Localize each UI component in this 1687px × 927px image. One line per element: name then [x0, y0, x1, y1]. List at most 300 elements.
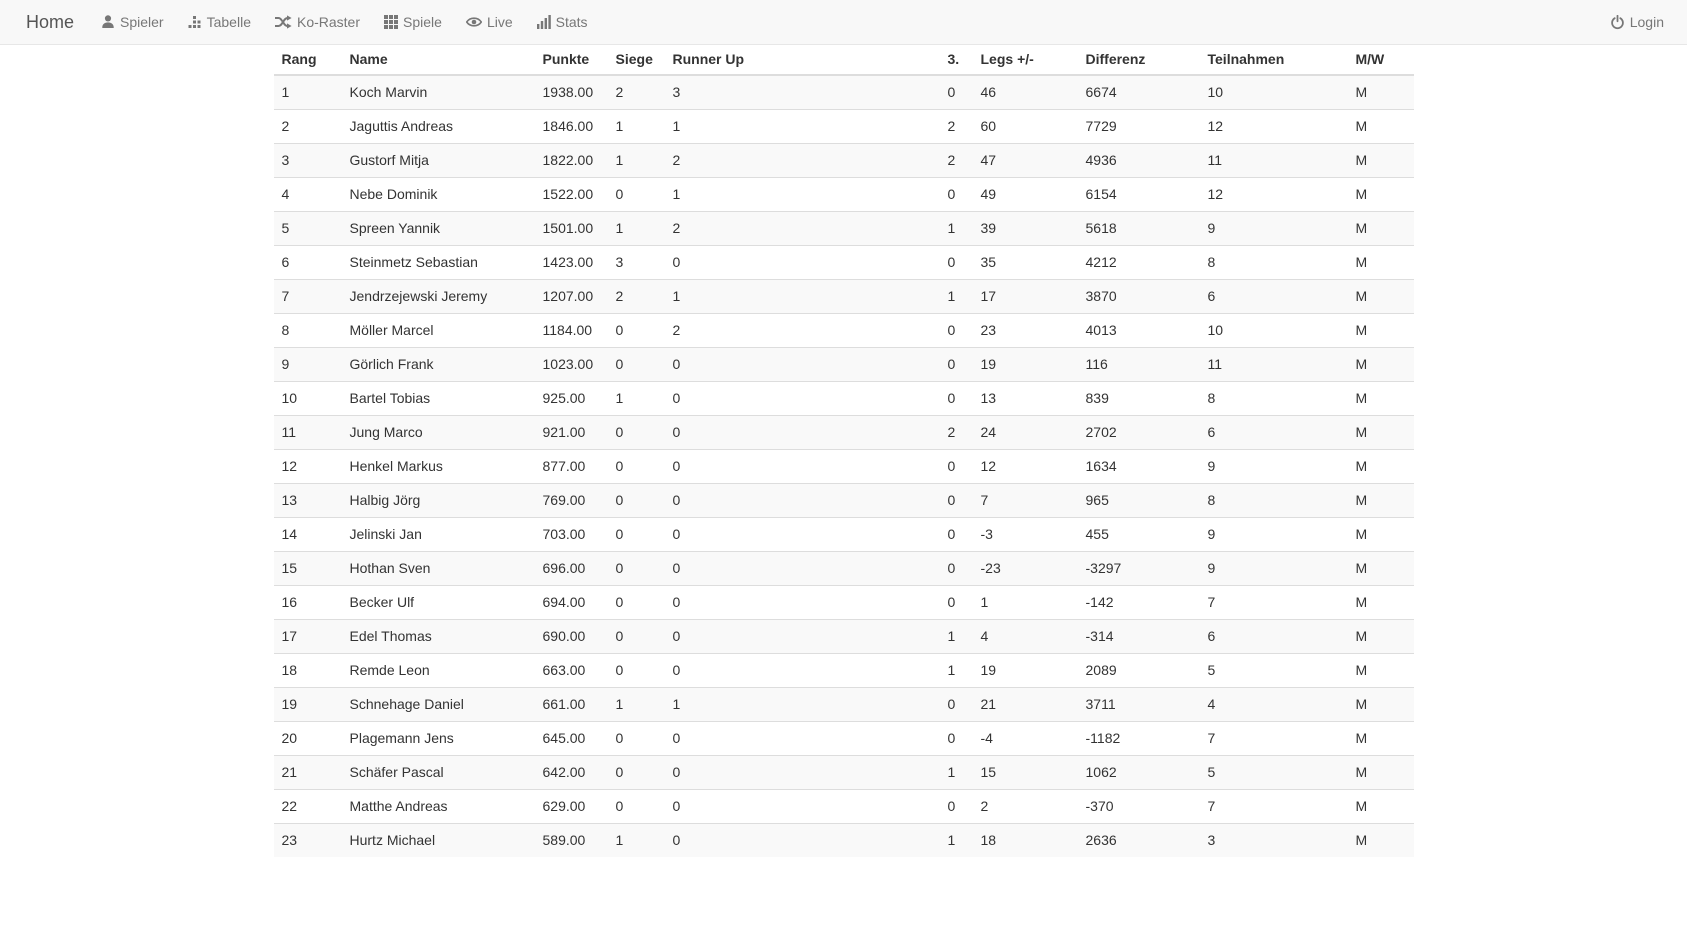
player-name-cell: Henkel Markus [342, 450, 535, 484]
nav-item-ko-raster[interactable] [263, 0, 372, 44]
cell-punkte: 877.00 [535, 450, 608, 484]
cell-differenz: 7729 [1078, 110, 1200, 144]
cell-rang: 22 [274, 790, 342, 824]
cell-legs: 17 [973, 280, 1078, 314]
cell-siege: 1 [608, 824, 665, 858]
cell-siege: 0 [608, 790, 665, 824]
cell-siege: 0 [608, 178, 665, 212]
player-name-cell: Schnehage Daniel [342, 688, 535, 722]
table-row [274, 75, 1414, 110]
nav-item-label: Spieler [120, 14, 164, 30]
cell-punkte: 921.00 [535, 416, 608, 450]
cell-siege: 0 [608, 484, 665, 518]
cell-differenz: -142 [1078, 586, 1200, 620]
cell-rang: 10 [274, 382, 342, 416]
player-name-cell: Gustorf Mitja [342, 144, 535, 178]
cell-teilnahmen: 11 [1200, 348, 1348, 382]
cell-rang: 17 [274, 620, 342, 654]
cell-3: 0 [940, 314, 973, 348]
cell-runner-up: 0 [665, 756, 940, 790]
cell-punkte: 696.00 [535, 552, 608, 586]
cell-runner-up: 2 [665, 314, 940, 348]
cell-siege: 0 [608, 654, 665, 688]
table-row [274, 484, 1414, 518]
cell-runner-up: 0 [665, 790, 940, 824]
player-name-cell: Görlich Frank [342, 348, 535, 382]
cell-3: 1 [940, 212, 973, 246]
cell-punkte: 703.00 [535, 518, 608, 552]
cell-teilnahmen: 7 [1200, 790, 1348, 824]
cell-3: 0 [940, 382, 973, 416]
cell-runner-up: 0 [665, 824, 940, 858]
cell-punkte: 1822.00 [535, 144, 608, 178]
cell-punkte: 661.00 [535, 688, 608, 722]
cell-punkte: 769.00 [535, 484, 608, 518]
cell-punkte: 1501.00 [535, 212, 608, 246]
cell-3: 0 [940, 75, 973, 110]
cell-teilnahmen: 11 [1200, 144, 1348, 178]
cell-m-w: M [1348, 75, 1414, 110]
cell-siege: 0 [608, 416, 665, 450]
cell-legs: -4 [973, 722, 1078, 756]
table-header [274, 45, 1414, 75]
cell-siege: 0 [608, 450, 665, 484]
cell-runner-up: 0 [665, 484, 940, 518]
table-row [274, 348, 1414, 382]
cell-punkte: 629.00 [535, 790, 608, 824]
cell-legs: 21 [973, 688, 1078, 722]
cell-rang: 6 [274, 246, 342, 280]
table-row [274, 586, 1414, 620]
cell-teilnahmen: 9 [1200, 518, 1348, 552]
player-name-cell: Bartel Tobias [342, 382, 535, 416]
player-name-cell: Matthe Andreas [342, 790, 535, 824]
player-name-cell: Jelinski Jan [342, 518, 535, 552]
cell-runner-up: 1 [665, 688, 940, 722]
player-name-cell: Plagemann Jens [342, 722, 535, 756]
user-icon [101, 15, 115, 29]
main-content [259, 45, 1429, 897]
player-name-cell: Möller Marcel [342, 314, 535, 348]
table-row [274, 722, 1414, 756]
nav-item-spieler[interactable] [89, 0, 176, 44]
column-header-legs: Legs +/- [973, 45, 1078, 75]
cell-runner-up: 0 [665, 450, 940, 484]
cell-3: 0 [940, 246, 973, 280]
cell-m-w: M [1348, 484, 1414, 518]
cell-3: 2 [940, 144, 973, 178]
player-name-cell: Nebe Dominik [342, 178, 535, 212]
player-name-cell: Halbig Jörg [342, 484, 535, 518]
cell-punkte: 690.00 [535, 620, 608, 654]
player-name-cell: Schäfer Pascal [342, 756, 535, 790]
cell-punkte: 1522.00 [535, 178, 608, 212]
cell-runner-up: 1 [665, 110, 940, 144]
cell-siege: 1 [608, 110, 665, 144]
cell-teilnahmen: 5 [1200, 654, 1348, 688]
bar-chart-icon [537, 15, 551, 29]
nav-item-stats[interactable] [525, 0, 600, 44]
cell-3: 0 [940, 688, 973, 722]
cell-rang: 11 [274, 416, 342, 450]
cell-legs: 46 [973, 75, 1078, 110]
cell-teilnahmen: 3 [1200, 824, 1348, 858]
cell-teilnahmen: 5 [1200, 756, 1348, 790]
cell-legs: 4 [973, 620, 1078, 654]
cell-3: 1 [940, 280, 973, 314]
cell-m-w: M [1348, 348, 1414, 382]
column-header-punkte: Punkte [535, 45, 608, 75]
cell-3: 1 [940, 620, 973, 654]
cell-differenz: 4936 [1078, 144, 1200, 178]
table-row [274, 552, 1414, 586]
navbar [0, 0, 1687, 45]
cell-legs: 19 [973, 348, 1078, 382]
nav-item-spiele-wrap [372, 0, 454, 44]
nav-item-label: Spiele [403, 14, 442, 30]
main-nav [89, 0, 600, 44]
cell-runner-up: 1 [665, 280, 940, 314]
cell-rang: 21 [274, 756, 342, 790]
nav-item-stats-wrap [525, 0, 600, 44]
table-row [274, 518, 1414, 552]
cell-m-w: M [1348, 144, 1414, 178]
nav-item-ko-raster-wrap [263, 0, 372, 44]
cell-rang: 20 [274, 722, 342, 756]
cell-m-w: M [1348, 212, 1414, 246]
cell-runner-up: 0 [665, 416, 940, 450]
dots-chart-icon [188, 15, 202, 29]
cell-3: 1 [940, 654, 973, 688]
cell-3: 0 [940, 348, 973, 382]
login-link[interactable] [1598, 0, 1676, 44]
cell-rang: 5 [274, 212, 342, 246]
cell-rang: 23 [274, 824, 342, 858]
cell-punkte: 642.00 [535, 756, 608, 790]
cell-differenz: 2702 [1078, 416, 1200, 450]
cell-teilnahmen: 8 [1200, 246, 1348, 280]
cell-differenz: -1182 [1078, 722, 1200, 756]
cell-m-w: M [1348, 586, 1414, 620]
cell-legs: 49 [973, 178, 1078, 212]
cell-rang: 13 [274, 484, 342, 518]
cell-legs: 19 [973, 654, 1078, 688]
table-row [274, 246, 1414, 280]
cell-teilnahmen: 8 [1200, 484, 1348, 518]
cell-punkte: 1846.00 [535, 110, 608, 144]
cell-runner-up: 3 [665, 75, 940, 110]
cell-legs: 18 [973, 824, 1078, 858]
cell-m-w: M [1348, 178, 1414, 212]
cell-m-w: M [1348, 382, 1414, 416]
cell-runner-up: 0 [665, 348, 940, 382]
nav-item-label: Stats [555, 14, 588, 30]
cell-m-w: M [1348, 552, 1414, 586]
cell-teilnahmen: 6 [1200, 280, 1348, 314]
cell-legs: 39 [973, 212, 1078, 246]
table-row [274, 280, 1414, 314]
column-header-rang: Rang [274, 45, 342, 75]
cell-3: 0 [940, 552, 973, 586]
table-row [274, 756, 1414, 790]
table-row [274, 688, 1414, 722]
cell-teilnahmen: 12 [1200, 178, 1348, 212]
cell-legs: 2 [973, 790, 1078, 824]
cell-differenz: 2089 [1078, 654, 1200, 688]
cell-legs: 35 [973, 246, 1078, 280]
player-name-cell: Hothan Sven [342, 552, 535, 586]
cell-m-w: M [1348, 790, 1414, 824]
cell-rang: 15 [274, 552, 342, 586]
brand-home[interactable]: Home [26, 11, 75, 32]
table-row [274, 620, 1414, 654]
player-name-cell: Becker Ulf [342, 586, 535, 620]
cell-differenz: 839 [1078, 382, 1200, 416]
cell-rang: 7 [274, 280, 342, 314]
cell-runner-up: 0 [665, 246, 940, 280]
nav-item-label: Ko-Raster [296, 14, 361, 30]
table-row [274, 416, 1414, 450]
cell-runner-up: 0 [665, 382, 940, 416]
column-header-teilnahmen: Teilnahmen [1200, 45, 1348, 75]
column-header-name: Name [342, 45, 535, 75]
cell-legs: 47 [973, 144, 1078, 178]
shuffle-icon [275, 15, 292, 29]
table-body [274, 75, 1414, 857]
login-label: Login [1629, 14, 1664, 30]
cell-3: 0 [940, 450, 973, 484]
nav-item-spiele[interactable] [372, 0, 454, 44]
cell-punkte: 589.00 [535, 824, 608, 858]
cell-rang: 16 [274, 586, 342, 620]
cell-m-w: M [1348, 688, 1414, 722]
cell-3: 0 [940, 484, 973, 518]
cell-siege: 0 [608, 620, 665, 654]
cell-3: 2 [940, 110, 973, 144]
cell-punkte: 925.00 [535, 382, 608, 416]
cell-runner-up: 0 [665, 586, 940, 620]
cell-3: 0 [940, 722, 973, 756]
cell-differenz: 2636 [1078, 824, 1200, 858]
cell-teilnahmen: 4 [1200, 688, 1348, 722]
cell-teilnahmen: 12 [1200, 110, 1348, 144]
standings-table [274, 45, 1414, 857]
player-name-cell: Hurtz Michael [342, 824, 535, 858]
cell-runner-up: 2 [665, 212, 940, 246]
cell-legs: -23 [973, 552, 1078, 586]
cell-siege: 0 [608, 518, 665, 552]
column-header-runner-up: Runner Up [665, 45, 940, 75]
cell-teilnahmen: 9 [1200, 212, 1348, 246]
cell-rang: 2 [274, 110, 342, 144]
cell-siege: 2 [608, 280, 665, 314]
cell-m-w: M [1348, 110, 1414, 144]
grid-icon [384, 15, 398, 29]
cell-m-w: M [1348, 314, 1414, 348]
cell-punkte: 1423.00 [535, 246, 608, 280]
cell-legs: 23 [973, 314, 1078, 348]
cell-legs: 24 [973, 416, 1078, 450]
cell-runner-up: 1 [665, 178, 940, 212]
cell-differenz: 3711 [1078, 688, 1200, 722]
cell-differenz: 1634 [1078, 450, 1200, 484]
cell-m-w: M [1348, 416, 1414, 450]
cell-punkte: 645.00 [535, 722, 608, 756]
cell-differenz: 1062 [1078, 756, 1200, 790]
cell-siege: 2 [608, 75, 665, 110]
eye-icon [466, 15, 482, 29]
cell-siege: 0 [608, 552, 665, 586]
cell-rang: 1 [274, 75, 342, 110]
cell-differenz: 455 [1078, 518, 1200, 552]
cell-rang: 19 [274, 688, 342, 722]
player-name-cell: Jaguttis Andreas [342, 110, 535, 144]
cell-legs: 60 [973, 110, 1078, 144]
cell-siege: 1 [608, 212, 665, 246]
player-name-cell: Remde Leon [342, 654, 535, 688]
cell-3: 0 [940, 178, 973, 212]
cell-differenz: 5618 [1078, 212, 1200, 246]
player-name-cell: Spreen Yannik [342, 212, 535, 246]
table-row [274, 178, 1414, 212]
cell-siege: 0 [608, 722, 665, 756]
cell-runner-up: 0 [665, 654, 940, 688]
table-row [274, 790, 1414, 824]
table-row [274, 824, 1414, 858]
cell-rang: 4 [274, 178, 342, 212]
cell-teilnahmen: 6 [1200, 416, 1348, 450]
cell-3: 2 [940, 416, 973, 450]
power-icon [1610, 15, 1625, 30]
cell-runner-up: 0 [665, 722, 940, 756]
cell-teilnahmen: 10 [1200, 75, 1348, 110]
cell-teilnahmen: 6 [1200, 620, 1348, 654]
cell-legs: 15 [973, 756, 1078, 790]
table-row [274, 212, 1414, 246]
cell-siege: 0 [608, 756, 665, 790]
cell-siege: 1 [608, 144, 665, 178]
cell-teilnahmen: 7 [1200, 722, 1348, 756]
cell-m-w: M [1348, 722, 1414, 756]
table-row [274, 314, 1414, 348]
cell-runner-up: 0 [665, 518, 940, 552]
cell-legs: 1 [973, 586, 1078, 620]
table-row [274, 110, 1414, 144]
cell-m-w: M [1348, 518, 1414, 552]
cell-differenz: -370 [1078, 790, 1200, 824]
cell-3: 1 [940, 756, 973, 790]
cell-rang: 18 [274, 654, 342, 688]
column-header-3: 3. [940, 45, 973, 75]
cell-m-w: M [1348, 450, 1414, 484]
nav-item-tabelle[interactable] [176, 0, 263, 44]
cell-m-w: M [1348, 654, 1414, 688]
cell-legs: 13 [973, 382, 1078, 416]
cell-differenz: 4013 [1078, 314, 1200, 348]
cell-siege: 0 [608, 314, 665, 348]
nav-item-live-wrap [454, 0, 525, 44]
cell-teilnahmen: 10 [1200, 314, 1348, 348]
cell-teilnahmen: 8 [1200, 382, 1348, 416]
table-row [274, 654, 1414, 688]
table-row [274, 144, 1414, 178]
cell-differenz: 965 [1078, 484, 1200, 518]
cell-teilnahmen: 7 [1200, 586, 1348, 620]
player-name-cell: Edel Thomas [342, 620, 535, 654]
nav-item-label: Tabelle [206, 14, 251, 30]
cell-rang: 14 [274, 518, 342, 552]
cell-differenz: 116 [1078, 348, 1200, 382]
cell-differenz: -3297 [1078, 552, 1200, 586]
cell-differenz: 6674 [1078, 75, 1200, 110]
header-row [274, 45, 1414, 75]
table-row [274, 382, 1414, 416]
column-header-differenz: Differenz [1078, 45, 1200, 75]
cell-runner-up: 2 [665, 144, 940, 178]
cell-siege: 1 [608, 688, 665, 722]
cell-rang: 3 [274, 144, 342, 178]
cell-teilnahmen: 9 [1200, 450, 1348, 484]
cell-punkte: 663.00 [535, 654, 608, 688]
nav-item-spieler-wrap [89, 0, 176, 44]
column-header-siege: Siege [608, 45, 665, 75]
player-name-cell: Jendrzejewski Jeremy [342, 280, 535, 314]
table-row [274, 450, 1414, 484]
cell-m-w: M [1348, 280, 1414, 314]
cell-rang: 8 [274, 314, 342, 348]
cell-legs: -3 [973, 518, 1078, 552]
cell-siege: 3 [608, 246, 665, 280]
cell-siege: 1 [608, 382, 665, 416]
cell-3: 0 [940, 518, 973, 552]
cell-punkte: 1023.00 [535, 348, 608, 382]
cell-siege: 0 [608, 348, 665, 382]
cell-3: 0 [940, 586, 973, 620]
cell-legs: 7 [973, 484, 1078, 518]
player-name-cell: Koch Marvin [342, 75, 535, 110]
user-nav [1598, 0, 1676, 44]
cell-m-w: M [1348, 246, 1414, 280]
cell-3: 1 [940, 824, 973, 858]
cell-differenz: -314 [1078, 620, 1200, 654]
cell-differenz: 4212 [1078, 246, 1200, 280]
column-header-m-w: M/W [1348, 45, 1414, 75]
cell-punkte: 1207.00 [535, 280, 608, 314]
cell-differenz: 3870 [1078, 280, 1200, 314]
cell-rang: 12 [274, 450, 342, 484]
cell-teilnahmen: 9 [1200, 552, 1348, 586]
nav-item-live[interactable] [454, 0, 525, 44]
cell-siege: 0 [608, 586, 665, 620]
cell-differenz: 6154 [1078, 178, 1200, 212]
cell-rang: 9 [274, 348, 342, 382]
cell-runner-up: 0 [665, 620, 940, 654]
cell-runner-up: 0 [665, 552, 940, 586]
cell-3: 0 [940, 790, 973, 824]
nav-item-tabelle-wrap [176, 0, 263, 44]
nav-item-label: Live [486, 14, 513, 30]
cell-m-w: M [1348, 620, 1414, 654]
cell-legs: 12 [973, 450, 1078, 484]
cell-m-w: M [1348, 824, 1414, 858]
player-name-cell: Steinmetz Sebastian [342, 246, 535, 280]
cell-punkte: 694.00 [535, 586, 608, 620]
cell-m-w: M [1348, 756, 1414, 790]
cell-punkte: 1184.00 [535, 314, 608, 348]
cell-punkte: 1938.00 [535, 75, 608, 110]
nav-item-login-wrap [1598, 0, 1676, 44]
player-name-cell: Jung Marco [342, 416, 535, 450]
